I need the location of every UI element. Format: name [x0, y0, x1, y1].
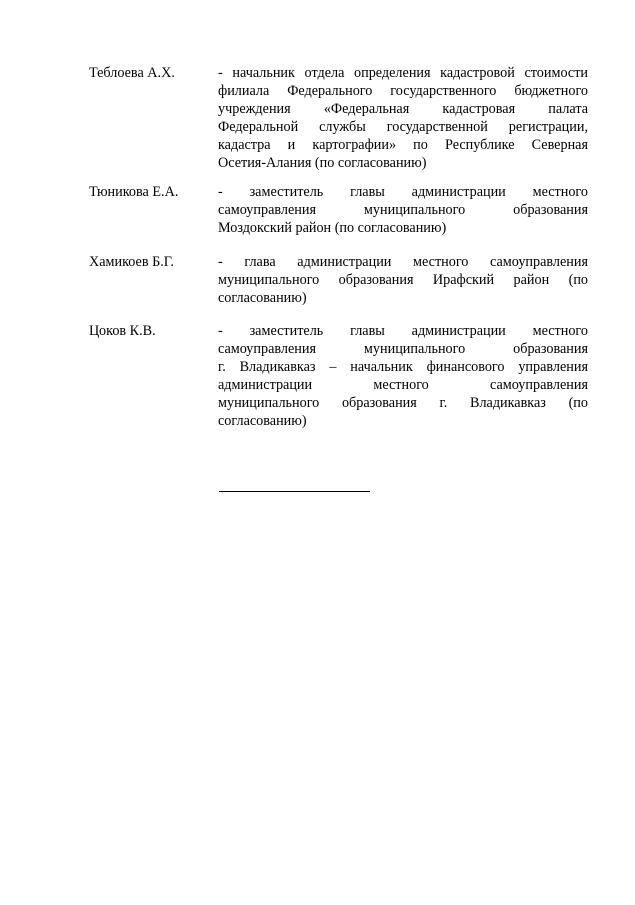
position-line: самоуправления муниципального образования	[218, 202, 588, 218]
position-line: г. Владикавказ – начальник финансового управления	[218, 359, 588, 375]
member-position	[218, 183, 588, 237]
position-line: Моздокский район (по согласованию)	[218, 220, 447, 236]
member-position	[218, 253, 588, 307]
member-position	[218, 64, 588, 172]
position-line: учреждения «Федеральная кадастровая палата	[218, 101, 588, 117]
position-line: - заместитель главы администрации местного	[218, 323, 588, 339]
position-line: администрации местного самоуправления	[218, 377, 588, 393]
member-name: Тюникова Е.А.	[89, 184, 179, 200]
closing-divider	[219, 491, 370, 492]
position-line: филиала Федерального государственного бюджетного	[218, 83, 588, 99]
position-line: Осетия-Алания (по согласованию)	[218, 155, 427, 171]
position-line: согласованию)	[218, 413, 307, 429]
member-name: Цоков К.В.	[89, 323, 156, 339]
member-name: Хамикоев Б.Г.	[89, 254, 174, 270]
position-line: - глава администрации местного самоуправления	[218, 254, 588, 270]
position-line: самоуправления муниципального образования	[218, 341, 588, 357]
member-position	[218, 322, 588, 430]
member-name: Теблоева А.Х.	[89, 65, 175, 81]
position-line: кадастра и картографии» по Республике Северная	[218, 137, 588, 153]
position-line: согласованию)	[218, 290, 307, 306]
position-line: - заместитель главы администрации местного	[218, 184, 588, 200]
position-line: Федеральной службы государственной регистрации,	[218, 119, 588, 135]
position-line: муниципального образования Ирафский район (по	[218, 272, 588, 288]
position-line: - начальник отдела определения кадастровой стоимости	[218, 65, 588, 81]
position-line: муниципального образования г. Владикавказ (по	[218, 395, 588, 411]
